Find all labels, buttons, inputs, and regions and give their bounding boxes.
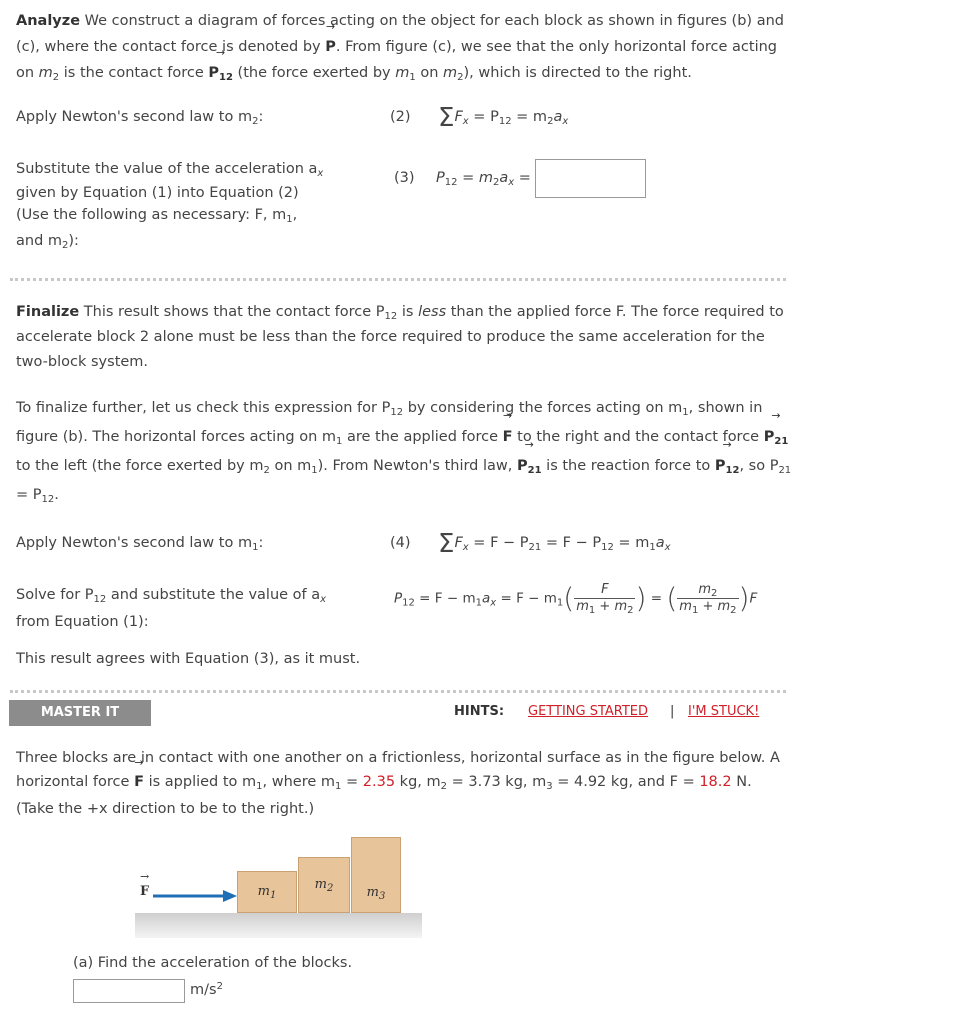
block-m1: $m_1$ bbox=[237, 871, 297, 913]
block-m2: $m_2$ bbox=[298, 857, 350, 913]
vector-P: → P bbox=[325, 34, 336, 60]
analyze-heading: Analyze bbox=[16, 13, 81, 29]
equation-4: $\Sigma F_x = F - P_{21} = F - P_{12} = m_1a_x$ bbox=[438, 529, 671, 559]
solve-label: Solve for $P_{12}$ and substitute the value of $a_x$ from Equation (1): bbox=[16, 587, 327, 630]
equation-3: $P_{12} = m_2a_x$ = bbox=[436, 170, 531, 188]
hints-label: HINTS: bbox=[454, 704, 505, 719]
acceleration-unit: $m/s^2$ bbox=[190, 981, 223, 998]
acceleration-answer-input[interactable] bbox=[73, 979, 185, 1003]
step2-label: Apply Newton's second law to $m_2$: bbox=[16, 109, 264, 127]
hint-separator: | bbox=[670, 704, 675, 719]
step3-answer-input[interactable] bbox=[535, 159, 646, 198]
force-label: → F bbox=[140, 884, 149, 899]
divider bbox=[10, 690, 786, 693]
equation-number-4: (4) bbox=[390, 535, 411, 551]
F-value: 18.2 bbox=[699, 774, 732, 790]
step4-label: Apply Newton's second law to $m_1$: bbox=[16, 535, 264, 553]
equation-2: $\Sigma F_x = P_{12} = m_2a_x$ bbox=[438, 103, 569, 133]
m3-value: 4.92 bbox=[574, 774, 607, 790]
force-arrow-icon bbox=[153, 889, 239, 903]
problem-paragraph: Three blocks are in contact with one another on a frictionless, horizontal surface as in the figure below. A horizontal force → F is applied to $m_1$, where $m_1 = 2.35$ kg, $m_2 = 3.73$ kg, $m_3 = 4.92$ kg, and F = 18.2 N. (Take the +x direction to be to the right.) bbox=[16, 746, 796, 821]
equation-number-3: (3) bbox=[394, 170, 415, 186]
agrees-text: This result agrees with Equation (3), as it must. bbox=[16, 651, 361, 667]
part-a-label: (a) Find the acceleration of the blocks. bbox=[73, 955, 353, 971]
m1-value: 2.35 bbox=[362, 774, 396, 790]
solve-equation: $P_{12} = F - m_1a_x = F - m_1$( $\frac{F}{m_1 + m_2}$ ) = ( $\frac{m_2}{m_1 + m_2}$ )F bbox=[394, 581, 758, 616]
blocks-figure bbox=[135, 835, 425, 940]
finalize-paragraph: Finalize This result shows that the contact force $P_{12}$ is less than the applied force F. The force required to accelerate block 2 alone must be less than the force required to produce the same acceleration for the two-block system. bbox=[16, 304, 784, 370]
vector-P12: → $P_{12}$ bbox=[208, 60, 233, 86]
equation-number-2: (2) bbox=[390, 109, 411, 125]
getting-started-link[interactable]: GETTING STARTED bbox=[528, 704, 649, 719]
further-paragraph: To finalize further, let us check this expression for $P_{12}$ by considering the forces acting on $m_1$, shown in figure (b). The horizontal forces acting on $m_1$ are the applied force → F to the right and the contact force → $P_{21}$ to the left (the force exerted by $m_2$ on $m_1$). From Newton's third law, → $P_{21}$ is the reaction force to → $P_{12}$, so $P_{21} = P_{12}$. bbox=[16, 394, 796, 510]
divider bbox=[10, 278, 786, 281]
m2-value: 3.73 bbox=[468, 774, 501, 790]
master-it-label: MASTER IT bbox=[9, 700, 151, 726]
ground-surface bbox=[135, 913, 422, 938]
analyze-paragraph: Analyze We construct a diagram of forces acting on the object for each block as shown in figures (b) and (c), where the contact force is denoted by → P. From figure (c), we see that the only horizontal force acting on $m_2$ is the contact force → $P_{12}$ (the force exerted by $m_1$ on $m_2$), which is directed to the right. bbox=[16, 8, 796, 86]
step3-label: Substitute the value of the acceleration $a_x$ given by Equation (1) into Equation (2) (Use the following as necessary: F, $m_1$, and $m_2$): bbox=[16, 161, 324, 251]
im-stuck-link[interactable]: I'M STUCK! bbox=[688, 704, 760, 719]
block-m3: $m_3$ bbox=[351, 837, 401, 913]
